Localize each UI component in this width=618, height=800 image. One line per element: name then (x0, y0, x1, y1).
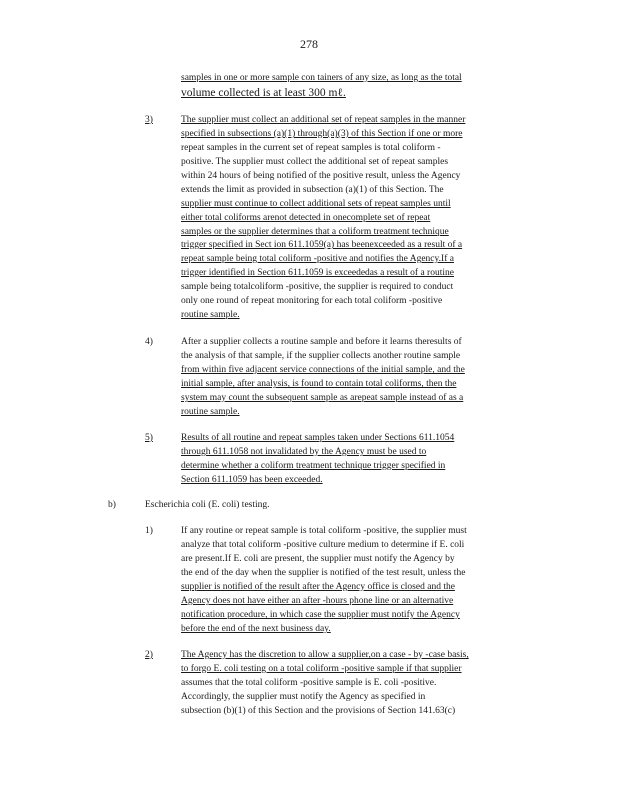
text-line: repeat samples in the current set of repeat samples is total coliform - (181, 143, 441, 153)
text-line: the end of the day when the supplier is notified of the test result, unless the (181, 568, 466, 578)
text-line: determine whether a coliform treatment technique trigger specified in (181, 461, 446, 471)
text-line: analyze that total coliform -positive culture medium to determine if E. coli (181, 540, 465, 550)
text-line: Accordingly, the supplier must notify the Agency as specified in (181, 692, 426, 702)
text-line: repeat sample being total coliform -positive and notifies the Agency.If a (181, 254, 454, 264)
item-marker: 4) (145, 337, 153, 347)
item-marker: 3) (145, 115, 153, 125)
text-line: routine sample. (181, 310, 240, 320)
item-marker: 2) (145, 650, 153, 660)
text-line: before the end of the next business day. (181, 624, 331, 634)
section-heading: Escherichia coli (E. coli) testing. (145, 500, 270, 510)
text-line: subsection (b)(1) of this Section and the provisions of Section 141.63(c) (181, 706, 456, 716)
text-line: trigger identified in Section 611.1059 is exceededas a result of a routine (181, 268, 454, 278)
text-line: The supplier must collect an additional set of repeat samples in the manner (181, 115, 466, 125)
text-line: assumes that the total coliform -positive sample is E. coli -positive. (181, 678, 437, 688)
text-line: only one round of repeat monitoring for each total coliform -positive (181, 296, 443, 306)
text-line: trigger specified in Sect ion 611.1059(a) has beenexceeded as a result of a (181, 240, 463, 250)
item-marker: 5) (145, 433, 153, 443)
text-line: The Agency has the discretion to allow a supplier,on a case - by -case basis, (181, 650, 469, 660)
text-line: system may count the subsequent sample as arepeat sample instead of as a (181, 393, 464, 403)
text-line: volume collected is at least 300 mℓ. (181, 87, 346, 99)
item-marker: 1) (145, 526, 153, 536)
text-line: are present.If E. coli are present, the supplier must notify the Agency by (181, 554, 455, 564)
text-line: initial sample, after analysis, is found to contain total coliforms, then the (181, 379, 457, 389)
text-line: If any routine or repeat sample is total coliform -positive, the supplier must (181, 526, 467, 536)
text-line: supplier is notified of the result after the Agency office is closed and the (181, 582, 455, 592)
page-number: 278 (300, 37, 318, 51)
text-line: Agency does not have either an after -hours phone line or an alternative (181, 596, 454, 606)
text-line: sample being totalcoliform -positive, the supplier is required to conduct (181, 282, 454, 292)
text-line: notification procedure, in which case the supplier must notify the Agency (181, 610, 460, 620)
text-line: from within five adjacent service connections of the initial sample, and the (181, 365, 465, 375)
text-line: to forgo E. coli testing on a total coliform -positive sample if that supplier (181, 664, 462, 674)
text-line: samples in one or more sample con tainers of any size, as long as the total (181, 73, 462, 83)
text-line: supplier must continue to collect additional sets of repeat samples until (181, 199, 451, 209)
text-line: After a supplier collects a routine sample and before it learns theresults of (181, 337, 462, 347)
text-line: through 611.1058 not invalidated by the Agency must be used to (181, 447, 427, 457)
text-line: positive. The supplier must collect the additional set of repeat samples (181, 157, 449, 167)
text-line: either total coliforms arenot detected in onecomplete set of repeat (181, 213, 431, 223)
text-line: Results of all routine and repeat samples taken under Sections 611.1054 (181, 433, 455, 443)
section-marker: b) (108, 500, 116, 510)
text-line: Section 611.1059 has been exceeded. (181, 475, 323, 485)
text-line: extends the limit as provided in subsection (a)(1) of this Section. The (181, 185, 444, 195)
text-line: samples or the supplier determines that a coliform treatment technique (181, 227, 449, 237)
text-line: within 24 hours of being notified of the positive result, unless the Agency (181, 171, 461, 181)
text-line: the analysis of that sample, if the supplier collects another routine sample (181, 351, 461, 361)
text-line: routine sample. (181, 407, 240, 417)
text-line: specified in subsections (a)(1) through(a)(3) of this Section if one or more (181, 129, 463, 139)
